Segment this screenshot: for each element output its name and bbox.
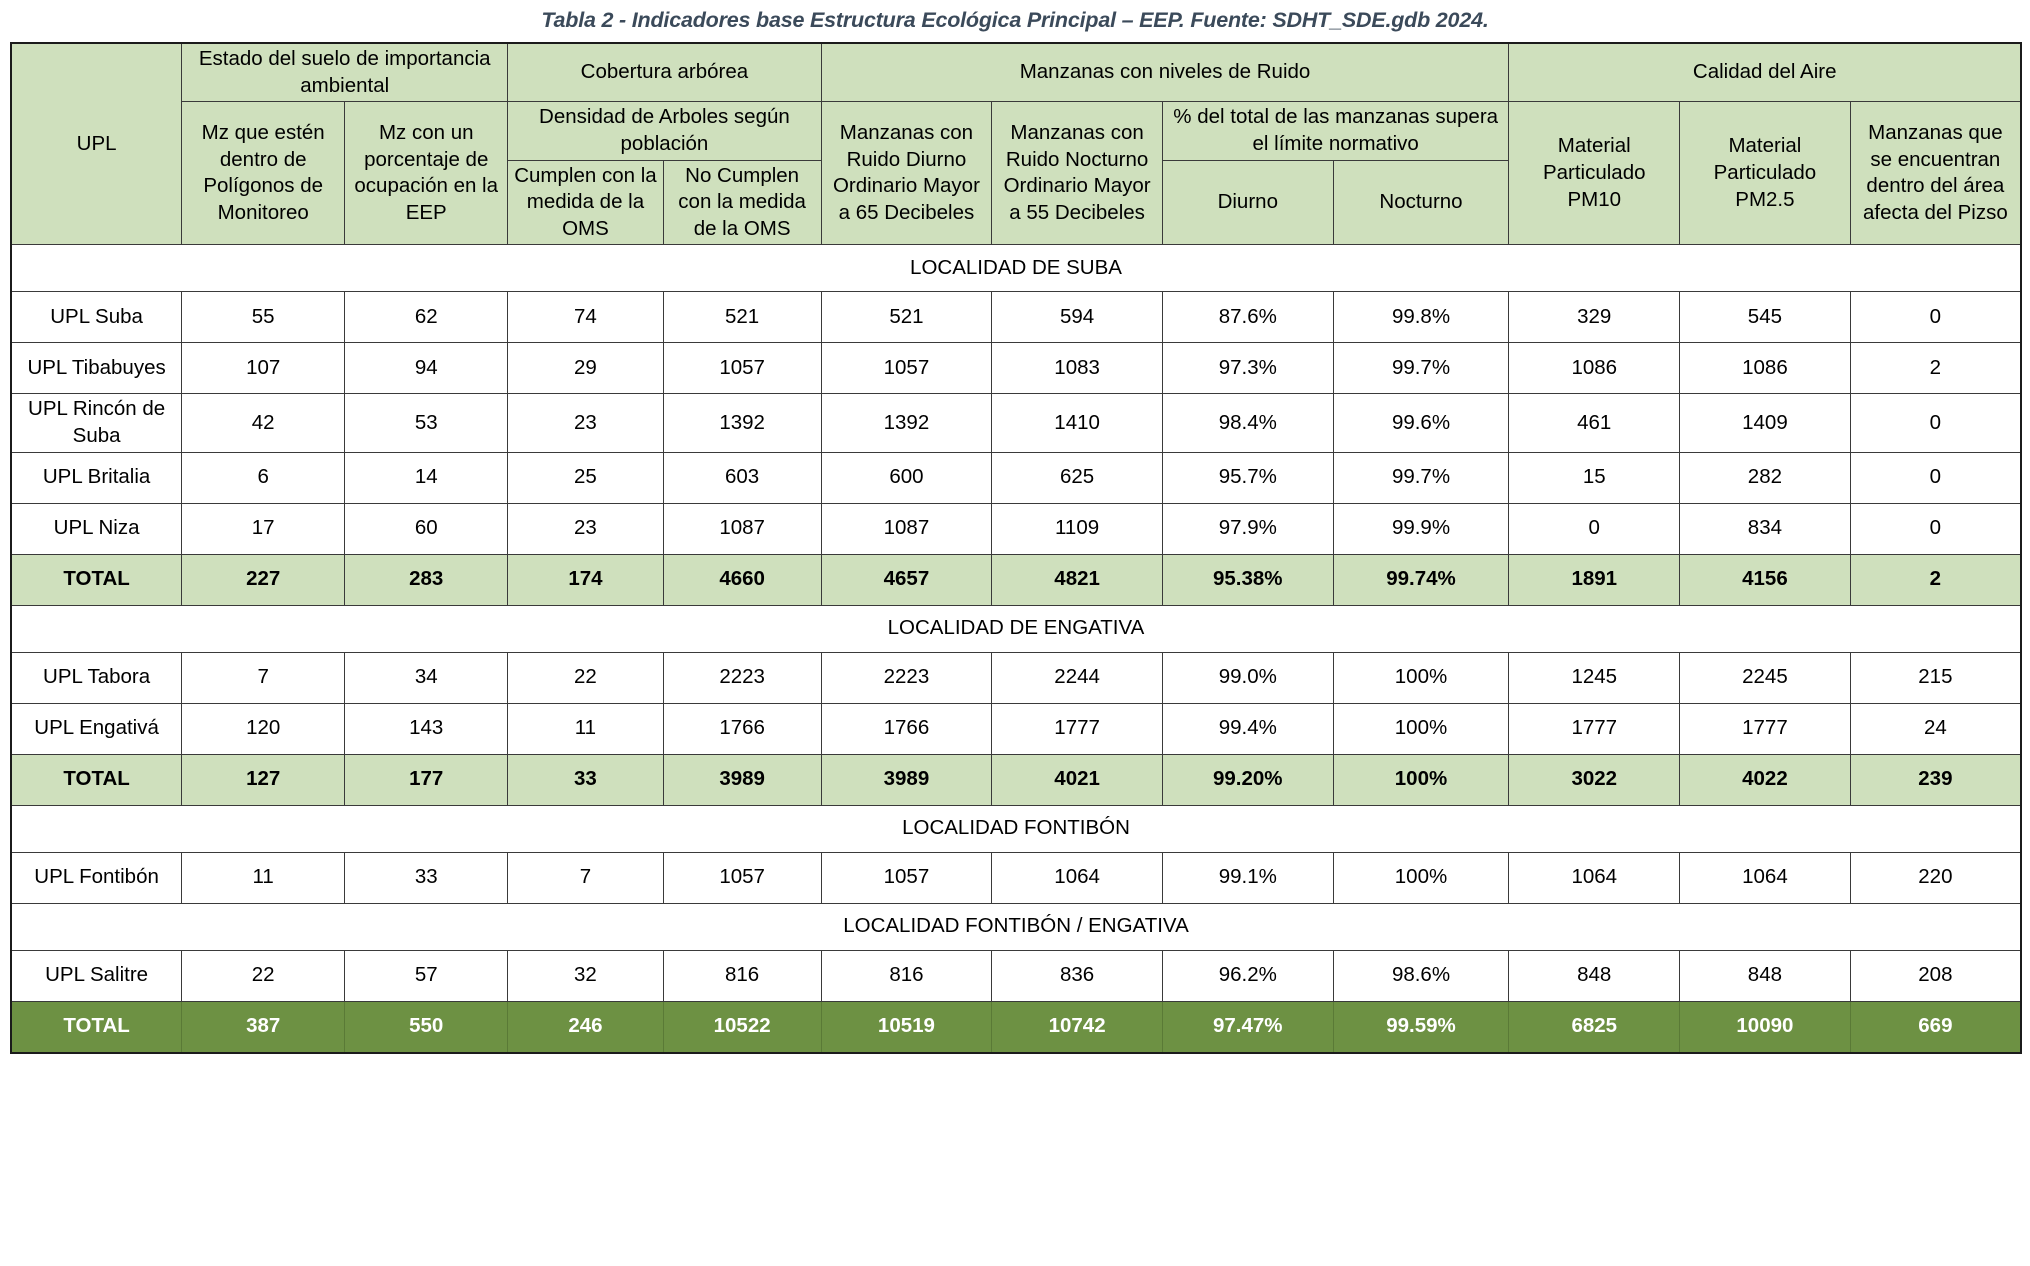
subtotal-value-cell: 99.74% [1333,554,1509,605]
upl-name-cell: UPL Britalia [11,452,182,503]
table-row [11,852,2021,903]
data-cell: 2245 [1680,652,1851,703]
header-group-cobertura-arborea: Cobertura arbórea [508,43,821,102]
data-cell: 97.3% [1162,343,1333,394]
upl-name-cell: UPL Tabora [11,652,182,703]
data-cell: 848 [1509,950,1680,1001]
data-cell: 1766 [821,703,992,754]
grand-total-label: TOTAL [11,1001,182,1053]
header-row-sub1 [11,102,2021,160]
data-cell: 15 [1509,452,1680,503]
data-cell: 0 [1509,503,1680,554]
data-cell: 100% [1333,852,1509,903]
data-cell: 99.6% [1333,394,1509,452]
data-cell: 62 [345,292,508,343]
data-cell: 329 [1509,292,1680,343]
data-cell: 1777 [1509,703,1680,754]
header-mz-porcentaje-ocupacion: Mz con un porcentaje de ocupación en la EEP [345,102,508,245]
subtotal-value-cell: 127 [182,754,345,805]
upl-name-cell: UPL Suba [11,292,182,343]
data-cell: 99.7% [1333,452,1509,503]
data-cell: 99.1% [1162,852,1333,903]
grand-total-value-cell: 10519 [821,1001,992,1053]
data-cell: 2223 [821,652,992,703]
data-cell: 1057 [821,343,992,394]
subtotal-value-cell: 227 [182,554,345,605]
data-cell: 120 [182,703,345,754]
grand-total-value-cell: 6825 [1509,1001,1680,1053]
data-cell: 208 [1850,950,2021,1001]
data-cell: 11 [182,852,345,903]
data-cell: 100% [1333,652,1509,703]
subtotal-row [11,554,2021,605]
data-cell: 99.9% [1333,503,1509,554]
grand-total-value-cell: 387 [182,1001,345,1053]
data-cell: 1245 [1509,652,1680,703]
header-ruido-nocturno: Manzanas con Ruido Nocturno Ordinario Mayor a 55 Decibeles [992,102,1163,245]
data-cell: 0 [1850,452,2021,503]
data-cell: 96.2% [1162,950,1333,1001]
data-cell: 1086 [1509,343,1680,394]
grand-total-value-cell: 246 [508,1001,663,1053]
data-cell: 22 [508,652,663,703]
data-cell: 0 [1850,292,2021,343]
data-cell: 816 [821,950,992,1001]
data-cell: 11 [508,703,663,754]
table-row [11,703,2021,754]
data-cell: 1057 [663,343,821,394]
locality-header-row [11,805,2021,852]
data-cell: 60 [345,503,508,554]
header-manzanas-area-afecta-pizso: Manzanas que se encuentran dentro del área afecta del Pizso [1850,102,2021,245]
header-mz-poligonos-monitoreo: Mz que estén dentro de Polígonos de Monitoreo [182,102,345,245]
subtotal-value-cell: 239 [1850,754,2021,805]
data-cell: 594 [992,292,1163,343]
table-row [11,394,2021,452]
upl-name-cell: UPL Salitre [11,950,182,1001]
data-cell: 32 [508,950,663,1001]
data-cell: 17 [182,503,345,554]
data-cell: 2 [1850,343,2021,394]
locality-title: LOCALIDAD DE ENGATIVA [11,605,2021,652]
table-header [11,43,2021,245]
data-cell: 1087 [663,503,821,554]
data-cell: 834 [1680,503,1851,554]
header-densidad-arboles: Densidad de Arboles según población [508,102,821,160]
header-group-estado-suelo: Estado del suelo de importancia ambiental [182,43,508,102]
subtotal-value-cell: 3989 [821,754,992,805]
data-cell: 94 [345,343,508,394]
data-cell: 1086 [1680,343,1851,394]
subtotal-value-cell: 2 [1850,554,2021,605]
data-cell: 1064 [1680,852,1851,903]
grand-total-value-cell: 99.59% [1333,1001,1509,1053]
data-cell: 14 [345,452,508,503]
subtotal-value-cell: 4660 [663,554,821,605]
data-cell: 521 [821,292,992,343]
data-cell: 42 [182,394,345,452]
data-cell: 2223 [663,652,821,703]
data-cell: 107 [182,343,345,394]
upl-name-cell: UPL Niza [11,503,182,554]
subtotal-value-cell: 33 [508,754,663,805]
data-cell: 220 [1850,852,2021,903]
table-row [11,652,2021,703]
data-cell: 98.4% [1162,394,1333,452]
data-cell: 55 [182,292,345,343]
locality-header-row [11,245,2021,292]
subtotal-row [11,754,2021,805]
header-ruido-diurno: Manzanas con Ruido Diurno Ordinario Mayor a 65 Decibeles [821,102,992,245]
data-cell: 100% [1333,703,1509,754]
locality-header-row [11,605,2021,652]
subtotal-value-cell: 4821 [992,554,1163,605]
data-cell: 29 [508,343,663,394]
data-cell: 545 [1680,292,1851,343]
data-cell: 1392 [663,394,821,452]
data-cell: 1109 [992,503,1163,554]
data-cell: 1410 [992,394,1163,452]
table-caption: Tabla 2 - Indicadores base Estructura Ecológica Principal – EEP. Fuente: SDHT_SDE.gdb 2024. [541,8,1489,32]
data-cell: 57 [345,950,508,1001]
data-cell: 99.7% [1333,343,1509,394]
data-cell: 23 [508,394,663,452]
header-no-cumplen-oms: No Cumplen con la medida de la OMS [663,160,821,245]
grand-total-value-cell: 669 [1850,1001,2021,1053]
subtotal-value-cell: 1891 [1509,554,1680,605]
subtotal-value-cell: 4022 [1680,754,1851,805]
subtotal-value-cell: 3022 [1509,754,1680,805]
data-cell: 836 [992,950,1163,1001]
header-pct-nocturno: Nocturno [1333,160,1509,245]
subtotal-label: TOTAL [11,554,182,605]
data-cell: 625 [992,452,1163,503]
table-row [11,503,2021,554]
data-cell: 816 [663,950,821,1001]
data-cell: 34 [345,652,508,703]
data-cell: 461 [1509,394,1680,452]
data-cell: 215 [1850,652,2021,703]
data-cell: 24 [1850,703,2021,754]
data-cell: 0 [1850,503,2021,554]
subtotal-value-cell: 4156 [1680,554,1851,605]
header-material-particulado-pm10: Material Particulado PM10 [1509,102,1680,245]
locality-header-row [11,903,2021,950]
subtotal-value-cell: 3989 [663,754,821,805]
data-cell: 97.9% [1162,503,1333,554]
header-pct-diurno: Diurno [1162,160,1333,245]
subtotal-value-cell: 283 [345,554,508,605]
header-cumplen-oms: Cumplen con la medida de la OMS [508,160,663,245]
table-row [11,292,2021,343]
data-cell: 1766 [663,703,821,754]
data-cell: 1064 [1509,852,1680,903]
grand-total-value-cell: 10090 [1680,1001,1851,1053]
data-cell: 22 [182,950,345,1001]
data-cell: 0 [1850,394,2021,452]
data-cell: 98.6% [1333,950,1509,1001]
data-cell: 603 [663,452,821,503]
data-cell: 1057 [821,852,992,903]
upl-name-cell: UPL Rincón de Suba [11,394,182,452]
data-cell: 25 [508,452,663,503]
data-cell: 23 [508,503,663,554]
data-cell: 848 [1680,950,1851,1001]
data-cell: 99.4% [1162,703,1333,754]
eep-indicators-table [10,42,2022,1054]
data-cell: 99.0% [1162,652,1333,703]
data-cell: 7 [182,652,345,703]
header-group-ruido: Manzanas con niveles de Ruido [821,43,1509,102]
data-cell: 1409 [1680,394,1851,452]
data-cell: 87.6% [1162,292,1333,343]
grand-total-value-cell: 97.47% [1162,1001,1333,1053]
data-cell: 521 [663,292,821,343]
table-row [11,452,2021,503]
data-cell: 1777 [1680,703,1851,754]
data-cell: 1064 [992,852,1163,903]
table-row [11,343,2021,394]
data-cell: 74 [508,292,663,343]
data-cell: 1057 [663,852,821,903]
subtotal-value-cell: 174 [508,554,663,605]
data-cell: 1087 [821,503,992,554]
grand-total-value-cell: 550 [345,1001,508,1053]
header-porcentaje-total-limite: % del total de las manzanas supera el límite normativo [1162,102,1508,160]
locality-title: LOCALIDAD DE SUBA [11,245,2021,292]
table-body [11,245,2021,1053]
locality-title: LOCALIDAD FONTIBÓN [11,805,2021,852]
upl-name-cell: UPL Engativá [11,703,182,754]
subtotal-value-cell: 100% [1333,754,1509,805]
subtotal-value-cell: 99.20% [1162,754,1333,805]
data-cell: 282 [1680,452,1851,503]
header-group-calidad-aire: Calidad del Aire [1509,43,2021,102]
header-material-particulado-pm25: Material Particulado PM2.5 [1680,102,1851,245]
upl-name-cell: UPL Tibabuyes [11,343,182,394]
subtotal-value-cell: 4657 [821,554,992,605]
data-cell: 33 [345,852,508,903]
data-cell: 600 [821,452,992,503]
table-row [11,950,2021,1001]
subtotal-value-cell: 4021 [992,754,1163,805]
data-cell: 1392 [821,394,992,452]
data-cell: 53 [345,394,508,452]
grand-total-value-cell: 10742 [992,1001,1163,1053]
data-cell: 7 [508,852,663,903]
grand-total-row [11,1001,2021,1053]
subtotal-value-cell: 95.38% [1162,554,1333,605]
data-cell: 99.8% [1333,292,1509,343]
grand-total-value-cell: 10522 [663,1001,821,1053]
data-cell: 2244 [992,652,1163,703]
upl-name-cell: UPL Fontibón [11,852,182,903]
subtotal-value-cell: 177 [345,754,508,805]
data-cell: 95.7% [1162,452,1333,503]
header-upl: UPL [11,43,182,245]
data-cell: 143 [345,703,508,754]
subtotal-label: TOTAL [11,754,182,805]
header-row-groups [11,43,2021,102]
data-cell: 1777 [992,703,1163,754]
data-cell: 6 [182,452,345,503]
locality-title: LOCALIDAD FONTIBÓN / ENGATIVA [11,903,2021,950]
data-cell: 1083 [992,343,1163,394]
